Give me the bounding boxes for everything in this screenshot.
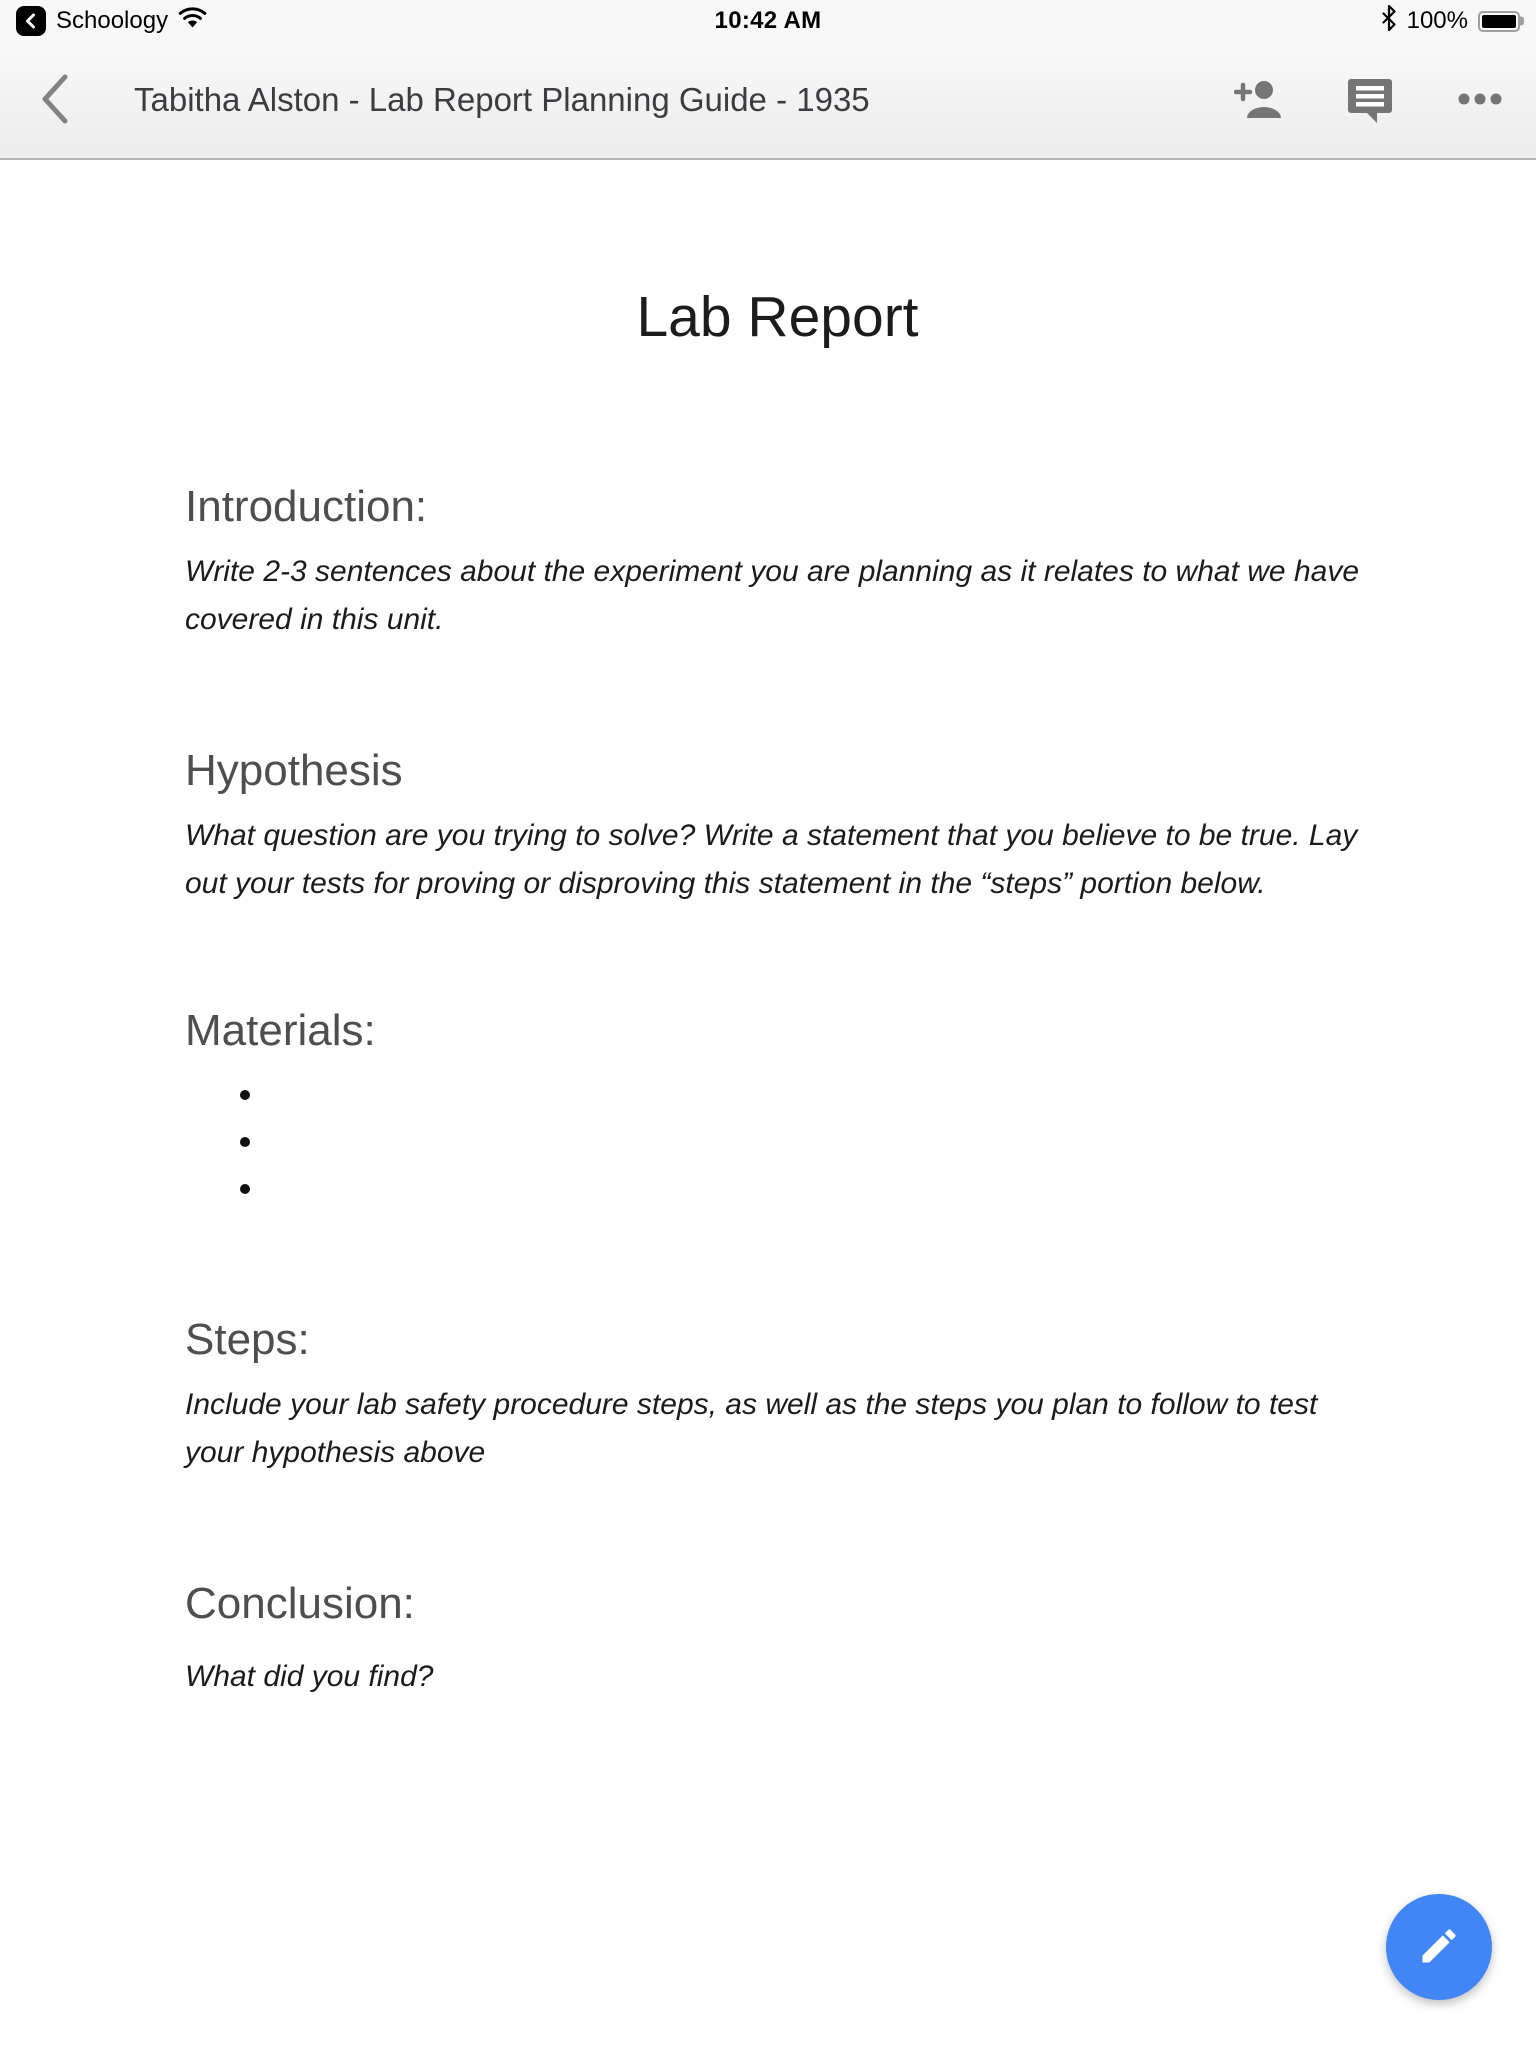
section-heading: Introduction:	[185, 482, 428, 531]
document-header-title: Tabitha Alston - Lab Report Planning Guide - 1935	[134, 81, 870, 118]
doc-title: Lab Report	[636, 285, 919, 349]
section-body: Write 2-3 sentences about the experiment you are planning as it relates to what we have covered in this unit.	[185, 555, 1359, 636]
section-body: What question are you trying to solve? Write a statement that you believe to be true. Lay out your tests for proving or disproving this statement in the “steps” portion below.	[185, 819, 1358, 900]
section-body: Include your lab safety procedure steps, as well as the steps you plan to follow to test your hypothesis above	[185, 1388, 1318, 1469]
section-heading: Hypothesis	[185, 746, 403, 795]
add-person-icon	[1234, 78, 1286, 123]
status-time: 10:42 AM	[714, 7, 822, 34]
bullet-item	[240, 1137, 1370, 1146]
bullet-dot	[240, 1090, 250, 1100]
chevron-left-icon	[37, 71, 71, 130]
back-to-app-badge[interactable]	[16, 6, 46, 36]
pencil-icon	[1417, 1924, 1461, 1971]
bullet-dot	[240, 1184, 250, 1194]
document-canvas[interactable]	[0, 162, 1536, 2048]
bullet-item	[240, 1184, 1370, 1193]
section-heading: Steps:	[185, 1315, 310, 1364]
battery-icon	[1478, 11, 1520, 32]
battery-percent: 100%	[1406, 7, 1468, 34]
bluetooth-icon	[1381, 5, 1397, 37]
edit-fab[interactable]	[1386, 1894, 1492, 2000]
section-hypothesis	[185, 744, 1370, 908]
back-button[interactable]	[26, 72, 82, 128]
wifi-icon	[178, 7, 207, 35]
section-heading: Conclusion:	[185, 1579, 415, 1628]
status-bar	[0, 0, 1536, 42]
back-to-app-label[interactable]: Schoology	[56, 7, 169, 34]
section-body: What did you find?	[185, 1660, 434, 1693]
section-materials	[185, 1004, 1370, 1193]
bullet-dot	[240, 1137, 250, 1147]
section-conclusion	[185, 1577, 1370, 1701]
app-header	[0, 42, 1536, 160]
add-people-button[interactable]	[1234, 74, 1286, 126]
more-horizontal-icon	[1458, 93, 1502, 108]
comments-button[interactable]	[1344, 74, 1396, 126]
bullet-item	[240, 1090, 1370, 1099]
section-introduction	[185, 480, 1370, 644]
section-heading: Materials:	[185, 1006, 376, 1055]
materials-bullet-list	[185, 1090, 1370, 1193]
section-steps	[185, 1313, 1370, 1477]
back-chevron-icon	[23, 8, 39, 35]
more-options-button[interactable]	[1454, 74, 1506, 126]
comment-icon	[1347, 75, 1393, 126]
